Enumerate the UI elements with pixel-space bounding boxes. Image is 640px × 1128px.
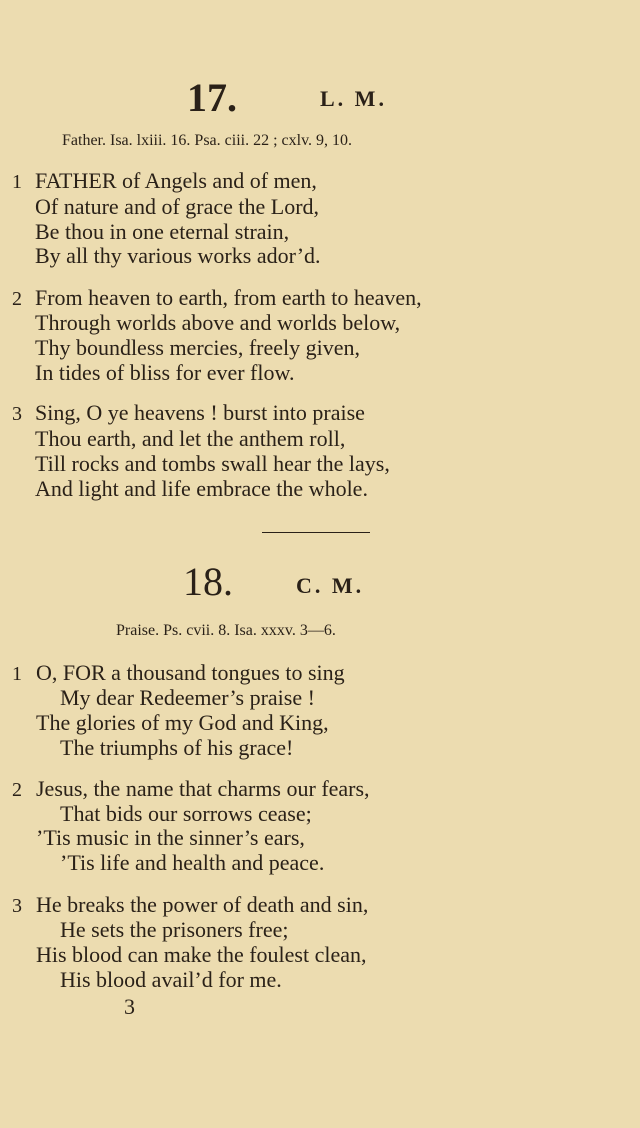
verse-line: Thou earth, and let the anthem roll, bbox=[35, 426, 346, 451]
verse-line: His blood avail’d for me. bbox=[60, 967, 282, 992]
verse-line: Jesus, the name that charms our fears, bbox=[36, 776, 370, 801]
verse-line: Through worlds above and worlds below, bbox=[35, 310, 401, 335]
scripture-references: Praise. Ps. cvii. 8. Isa. xxxv. 3—6. bbox=[116, 622, 336, 639]
verse-line: ’Tis music in the sinner’s ears, bbox=[36, 825, 305, 850]
verse-number: 1 bbox=[12, 171, 22, 193]
verse-number: 2 bbox=[12, 779, 22, 801]
verse-line: Of nature and of grace the Lord, bbox=[35, 194, 320, 219]
verse-number: 3 bbox=[12, 895, 22, 917]
scripture-references: Father. Isa. lxiii. 16. Psa. ciii. 22 ; cxlv. 9, 10. bbox=[62, 132, 353, 149]
verse-line: FATHER of Angels and of men, bbox=[35, 168, 317, 193]
meter-label: C. M. bbox=[296, 573, 365, 598]
verse-line: From heaven to earth, from earth to heaven, bbox=[35, 285, 422, 310]
verse-line: O, FOR a thousand tongues to sing bbox=[36, 660, 345, 685]
verse-line: His blood can make the foulest clean, bbox=[36, 942, 367, 967]
verse-line: He sets the prisoners free; bbox=[60, 917, 289, 942]
verse-line: In tides of bliss for ever flow. bbox=[35, 360, 295, 385]
verse-line: Sing, O ye heavens ! burst into praise bbox=[35, 400, 365, 425]
verse-line: By all thy various works ador’d. bbox=[35, 243, 321, 268]
verse-line: The glories of my God and King, bbox=[36, 710, 329, 735]
page-number: 3 bbox=[124, 994, 135, 1019]
verse-line: The triumphs of his grace! bbox=[60, 735, 294, 760]
section-divider bbox=[262, 532, 370, 533]
verse-number: 3 bbox=[12, 403, 22, 425]
verse-number: 2 bbox=[12, 288, 22, 310]
hymn-number: 18. bbox=[183, 559, 233, 604]
verse-line: And light and life embrace the whole. bbox=[35, 476, 368, 501]
verse-line: My dear Redeemer’s praise ! bbox=[60, 685, 315, 710]
hymn-number: 17. bbox=[187, 75, 237, 120]
verse-number: 1 bbox=[12, 663, 22, 685]
verse-line: ’Tis life and health and peace. bbox=[60, 850, 325, 875]
verse-line: He breaks the power of death and sin, bbox=[36, 892, 369, 917]
meter-label: L. M. bbox=[320, 86, 387, 111]
verse-line: Till rocks and tombs swall hear the lays, bbox=[35, 451, 390, 476]
verse-line: Thy boundless mercies, freely given, bbox=[35, 335, 361, 360]
verse-line: That bids our sorrows cease; bbox=[60, 801, 312, 826]
verse-line: Be thou in one eternal strain, bbox=[35, 219, 290, 244]
